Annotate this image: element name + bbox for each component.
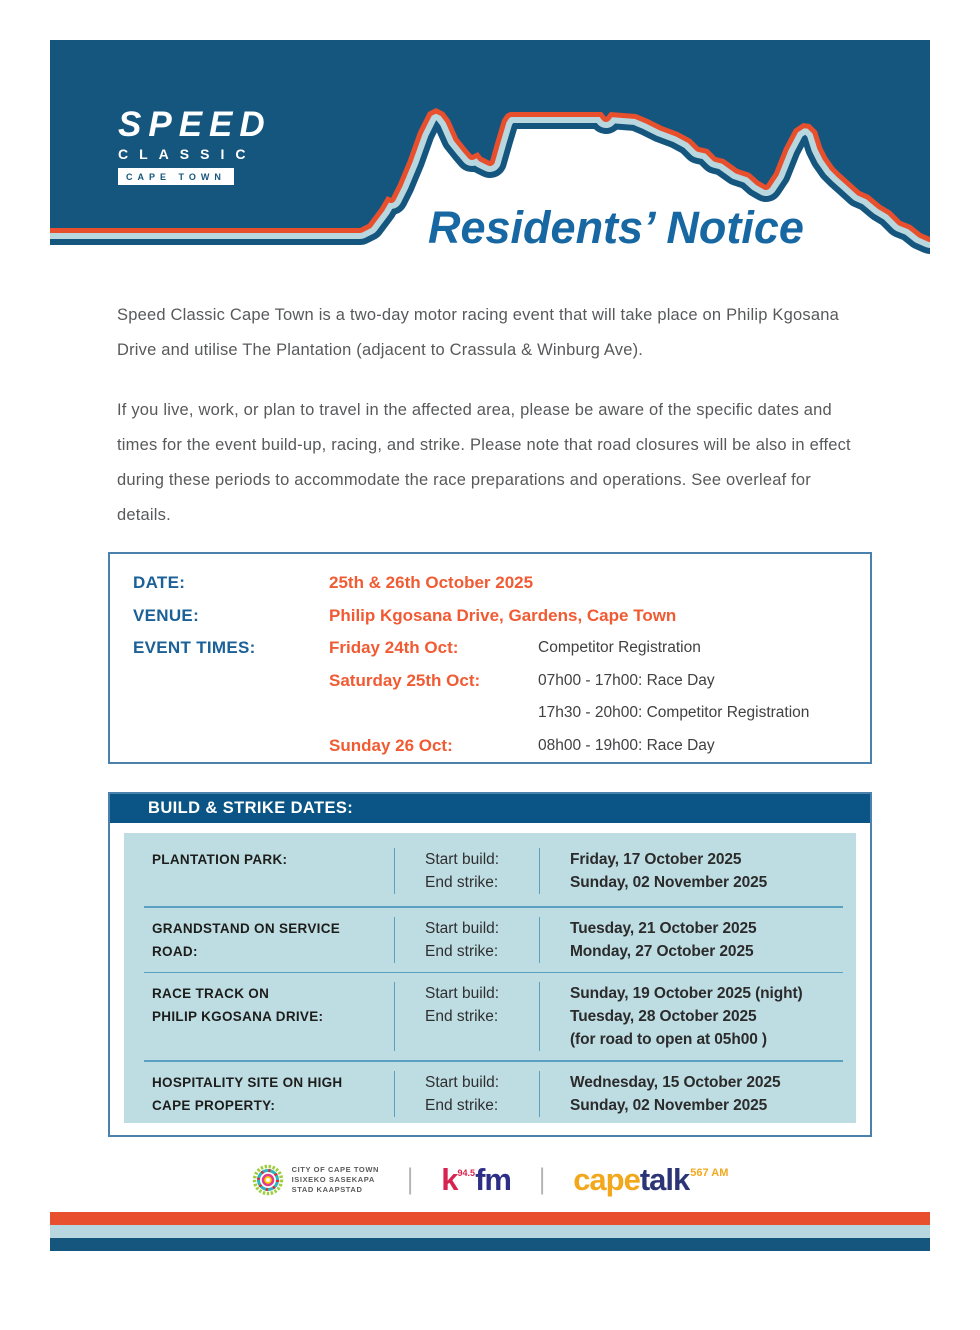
city-of-cape-town-logo [252, 1164, 379, 1196]
date-line: Tuesday, 21 October 2025 [570, 919, 757, 937]
kfm-k-text: k [441, 1162, 458, 1197]
date-line: (for road to open at 05h00 ) [570, 1031, 767, 1048]
footer-stripes [50, 1212, 930, 1251]
logo-separator: | [538, 1163, 546, 1196]
date-line: Sunday, 19 October 2025 (night) [570, 985, 803, 1002]
city-text-line: STAD KAAPSTAD [291, 1185, 363, 1194]
city-text-line: CITY OF CAPE TOWN [291, 1165, 380, 1174]
build-dates [539, 1071, 856, 1117]
sunday-value: Sunday 26 Oct: [329, 735, 453, 755]
logo-separator: | [407, 1163, 414, 1196]
table-row-race-track [124, 973, 856, 1060]
build-labels [394, 1071, 539, 1117]
date-line: Friday, 17 October 2025 [570, 851, 742, 868]
site-line: PHILIP KGOSANA DRIVE: [152, 1009, 324, 1024]
end-strike-label: End strike: [425, 942, 499, 960]
page-title: Residents’ Notice [428, 202, 804, 253]
start-build-label: Start build: [425, 985, 500, 1002]
sunday-detail: 08h00 - 19h00: Race Day [538, 736, 715, 754]
kfm-frequency: 94.5 [457, 1168, 476, 1178]
event-row-sunday [133, 730, 870, 763]
end-strike-label: End strike: [425, 1096, 499, 1114]
end-strike-label: End strike: [425, 874, 499, 891]
site-line: CAPE PROPERTY: [152, 1097, 276, 1113]
venue-value: Philip Kgosana Drive, Gardens, Cape Town [329, 605, 677, 625]
start-build-label: Start build: [425, 919, 500, 937]
site-line: RACE TRACK ON [152, 986, 270, 1001]
intro-paragraph-2: If you live, work, or plan to travel in the affected area, please be aware of the specific dates and times for the event build-up, racing, and strike. Please note that road closures will be also in effect during these periods to accommodate the race preparations and operations. See overleaf for details. [117, 401, 851, 524]
site-name [124, 1071, 394, 1117]
city-logo-text [292, 1165, 379, 1195]
capetalk-frequency: 567 AM [690, 1167, 729, 1179]
site-line: GRANDSTAND ON SERVICE [152, 920, 341, 936]
footer-logos [0, 1152, 980, 1208]
build-strike-section [108, 792, 872, 1137]
saturday-detail-2: 17h30 - 20h00: Competitor Registration [538, 704, 810, 722]
city-emblem-icon [252, 1164, 284, 1196]
build-strike-header-bar [110, 794, 870, 823]
date-line: Wednesday, 15 October 2025 [570, 1073, 781, 1091]
saturday-detail: 07h00 - 17h00: Race Day [538, 671, 715, 689]
date-line: Sunday, 02 November 2025 [570, 874, 768, 891]
friday-detail: Competitor Registration [538, 639, 701, 657]
logo-cape-town-badge: CAPE TOWN [118, 168, 234, 185]
event-info-box [108, 552, 872, 764]
friday-value: Friday 24th Oct: [329, 638, 459, 658]
footer-stripe-darkblue [50, 1238, 930, 1251]
event-row-saturday [133, 665, 870, 698]
speed-classic-logo [118, 105, 272, 185]
build-labels [394, 917, 539, 963]
date-line: Monday, 27 October 2025 [570, 942, 754, 960]
event-row-saturday-2 [133, 697, 870, 730]
site-name [124, 917, 394, 963]
site-name [124, 848, 394, 894]
capetalk-talk-text: talk [639, 1162, 690, 1197]
start-build-label: Start build: [425, 1073, 500, 1091]
site-name [124, 982, 394, 1051]
start-build-label: Start build: [425, 851, 500, 868]
date-line: Tuesday, 28 October 2025 [570, 1008, 757, 1025]
build-dates [539, 982, 856, 1051]
logo-classic-text: CLASSIC [118, 146, 257, 162]
end-strike-label: End strike: [425, 1008, 499, 1025]
site-line: HOSPITALITY SITE ON HIGH [152, 1074, 343, 1090]
table-row-grandstand [124, 908, 856, 972]
build-strike-heading: BUILD & STRIKE DATES: [148, 799, 354, 817]
build-dates [539, 917, 856, 963]
date-label: DATE: [133, 573, 186, 593]
event-row-venue [133, 600, 870, 633]
saturday-value: Saturday 25th Oct: [329, 670, 481, 690]
footer-stripe-orange [50, 1212, 930, 1225]
site-line: ROAD: [152, 943, 198, 959]
build-labels [394, 982, 539, 1051]
event-times-label: EVENT TIMES: [133, 638, 256, 658]
date-value: 25th & 26th October 2025 [329, 573, 534, 593]
table-row-hospitality-site [124, 1062, 856, 1126]
build-dates [539, 848, 856, 894]
capetalk-cape-text: cape [573, 1162, 640, 1197]
capetalk-logo [573, 1162, 728, 1198]
table-row-plantation-park [124, 833, 856, 906]
kfm-fm-text: fm [475, 1162, 511, 1197]
site-line: PLANTATION PARK: [152, 852, 288, 867]
build-labels [394, 848, 539, 894]
event-row-friday [133, 632, 870, 665]
city-text-line: ISIXEKO SASEKAPA [291, 1175, 375, 1184]
date-line: Sunday, 02 November 2025 [570, 1096, 768, 1114]
build-strike-table [124, 833, 856, 1123]
logo-speed-text: SPEED [118, 105, 272, 144]
kfm-logo [441, 1162, 511, 1198]
intro-paragraph-1: Speed Classic Cape Town is a two-day motor racing event that will take place on Philip Kgosana Drive and utilise The Plantation (adjacent to Crassula & Winburg Ave). [117, 306, 839, 359]
event-row-date [133, 567, 870, 600]
footer-stripe-lightblue [50, 1225, 930, 1238]
venue-label: VENUE: [133, 605, 200, 625]
